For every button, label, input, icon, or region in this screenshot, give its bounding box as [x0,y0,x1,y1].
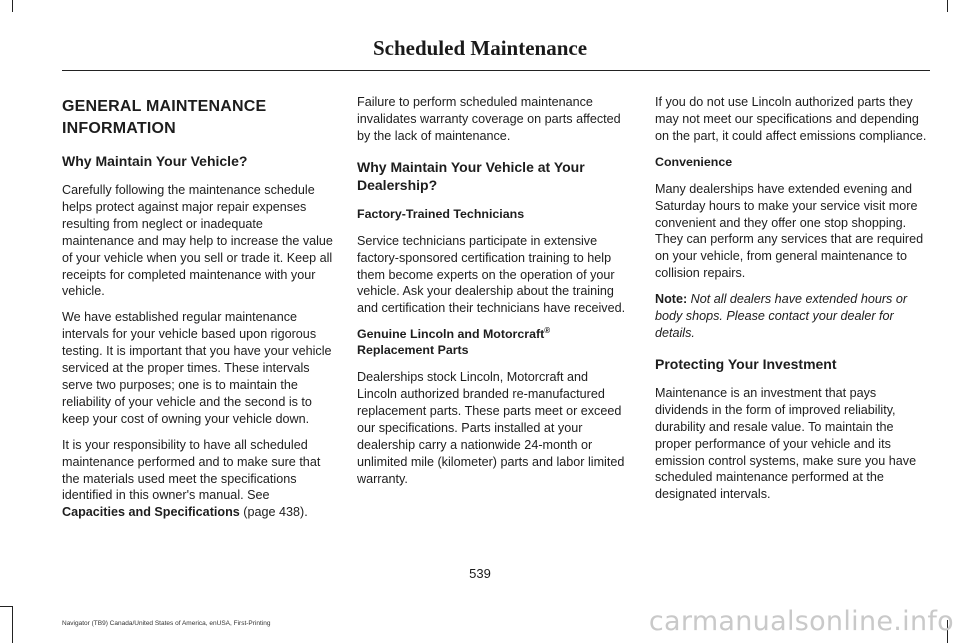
paragraph: Maintenance is an investment that pays dividends in the form of improved reliability, durability and resale value. To maintain the proper performance of your vehicle and its emission control systems, make sure you have scheduled maintenance performed at the designated intervals. [655,385,917,502]
convenience-heading: Convenience [655,154,733,169]
crop-mark-bottom-left-v [12,606,13,643]
section-heading [62,96,336,140]
replacement-parts-heading-line2: Replacement Parts [357,343,469,358]
paragraph: Carefully following the maintenance schedule helps protect against major repair expenses resulting from neglect or inadequate maintenance and may help to increase the value of your vehicle when you sell or trade it. Keep all receipts for completed maintenance with your vehicle. [62,183,333,299]
paragraph [62,437,336,522]
paragraph: Failure to perform scheduled maintenance invalidates warranty coverage on parts affected by the lack of maintenance. [357,95,621,143]
paragraph: Service technicians participate in extensive factory-sponsored certification training to help them become experts on the operation of your vehicle. Ask your dealership about the training and certification their technicians have received. [357,233,626,316]
note-text: Not all dealers have extended hours or body shops. Please contact your dealer for details. [655,292,908,340]
crop-mark-bottom-left-h [0,606,12,607]
dealership-heading: Why Maintain Your Vehicle at Your Dealership? [357,158,585,193]
note-label: Note: [655,292,688,307]
column-1 [62,96,336,530]
paragraph: If you do not use Lincoln authorized parts they may not meet our specifications and depending on the part, it could affect emissions compliance. [655,95,927,143]
page-header-title: Scheduled Maintenance [372,36,588,60]
column-3 [655,94,929,512]
paragraph: Many dealerships have extended evening and Saturday hours to make your service visit more convenient and they offer one stop shopping. They can perform any services that are required on your vehicle, from general maintenance to collision repairs. [655,181,924,281]
investment-heading: Protecting Your Investment [655,355,837,372]
technicians-heading: Factory-Trained Technicians [357,206,525,221]
paragraph: Dealerships stock Lincoln, Motorcraft and Lincoln authorized branded re-manufactured replacement parts. These parts meet or exceed our specifications. Parts installed at your dealership carry a nationwide 24-month or unlimited mile (kilometer) parts and labor limited warranty. [357,370,625,486]
column-2 [357,94,631,497]
page-reference: (page 438). [239,505,308,520]
registered-mark: ® [544,326,551,336]
section-heading-line2: INFORMATION [62,120,176,137]
header-divider [62,70,930,71]
cross-reference-link[interactable]: Capacities and Specifications [62,505,240,520]
page-number: 539 [469,566,491,581]
crop-mark-top-left [12,0,13,12]
paragraph-text: It is your responsibility to have all scheduled maintenance performed and to make sure that the materials used meet the specifications identified in this owner's manual. See [62,437,321,503]
paragraph: We have established regular maintenance intervals for your vehicle based upon rigorous testing. It is important that you have your vehicle serviced at the proper times. These intervals serve two purposes; one is to maintain the reliability of your vehicle and the second is to keep your cost of owning your vehicle down. [62,310,332,426]
note [655,291,929,342]
replacement-parts-heading-line1: Genuine Lincoln and Motorcraft [357,327,545,342]
print-info: Navigator (TB9) Canada/United States of America, enUSA, First-Printing [62,620,271,627]
why-maintain-heading: Why Maintain Your Vehicle? [62,153,248,169]
watermark: carmanualsonline.info [648,606,954,637]
crop-mark-top-right [947,0,948,12]
replacement-parts-heading [357,326,631,358]
section-heading-line1: GENERAL MAINTENANCE [62,98,267,115]
